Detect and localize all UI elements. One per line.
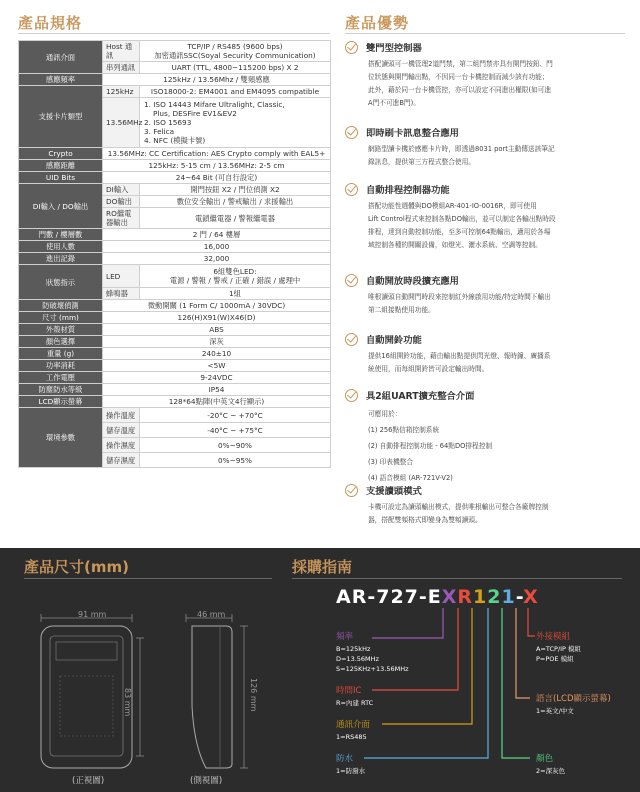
table-row (19, 265, 331, 288)
model-comm-code: 1 (473, 586, 488, 608)
feature-bell (345, 332, 625, 376)
cell-value: 1組 (140, 288, 331, 300)
list-item: 3. Felica (144, 127, 175, 136)
row-label: LCD顯示螢幕 (19, 396, 103, 408)
row-label: 門數 / 樓層數 (19, 229, 103, 241)
table-row (19, 160, 331, 172)
feature-uart (345, 388, 625, 486)
row-label: UID Bits (19, 172, 103, 184)
feature-title: 自動排程控制器功能 (366, 185, 450, 196)
feature-line: 可應用於： (368, 410, 402, 418)
ordering-title: 採購指南 (292, 558, 353, 576)
row-label: 使用人數 (19, 241, 103, 253)
comm-option-title: 通訊介面 (336, 720, 371, 730)
total-height-label: 126 mm (249, 678, 258, 712)
comm-option-list (336, 732, 367, 742)
table-row (19, 372, 331, 384)
feature-body (345, 58, 625, 110)
ext-option-list (536, 644, 581, 664)
model-ext-code: X (523, 586, 539, 608)
feature-line: 錄訊息，提供第三方程式整合使用。 (368, 158, 475, 166)
rtc-option-title: 時間IC (336, 686, 362, 696)
model-prefix: AR-727-E (336, 586, 442, 608)
water-connector (364, 608, 488, 758)
row-label: 防破壞偵測 (19, 300, 103, 312)
table-row (19, 253, 331, 265)
feature-realtime (345, 125, 625, 169)
cell-value: 13.56MHz: CC Certification: AES Crypto comply with EAL5+ (103, 148, 331, 160)
table-row (19, 229, 331, 241)
row-label: 環境參數 (19, 408, 103, 468)
lang-option-title: 語言(LCD顯示螢幕) (536, 694, 611, 704)
host-value-line (142, 51, 328, 60)
freq-option-title: 頻率 (336, 632, 354, 642)
feature-line: 搭配功能性週體與DO模組AR-401-IO-0016R，即可使用 (368, 202, 537, 210)
sub-label: DI輸入 (103, 184, 140, 196)
check-circle-icon (345, 484, 358, 497)
feature-line: 此外，藉於同一台卡機管控，亦可以設定不同進出權限(如可進 (368, 86, 552, 94)
table-row (19, 172, 331, 184)
table-row (19, 241, 331, 253)
row-label: Crypto (19, 148, 103, 160)
cell-value: 深灰 (103, 336, 331, 348)
sub-label: 125kHz (103, 86, 140, 98)
row-label: 通訊介面 (19, 41, 103, 74)
feature-line: 域控制各種的開關設備，如燈光、灑水系統、空調等控制。 (368, 241, 542, 249)
list-item: 2. ISO 15693 (144, 118, 192, 127)
table-row (19, 148, 331, 160)
freq-connector (372, 608, 443, 638)
cell-value: -20°C ~ +70°C (140, 408, 331, 423)
feature-heading (345, 125, 625, 139)
sub-label: RO繼電器輸出 (103, 208, 140, 229)
cell-value: 開門按鈕 X2 / 門位偵測 X2 (140, 184, 331, 196)
feature-title: 即時刷卡訊息整合應用 (366, 128, 459, 139)
sub-label: 13.56MHz (103, 98, 140, 148)
check-circle-icon (345, 333, 358, 346)
check-circle-icon (345, 183, 358, 196)
feature-heading (345, 483, 625, 497)
feature-body (345, 291, 625, 317)
feature-line: 排程，達到自動控制功能，至多可控制64點輸出，適用於各場 (368, 228, 551, 236)
cell-value (140, 265, 331, 288)
feature-line: Lift Control程式來控制各點DO輸出，並可以制定各輸出點時段 (368, 215, 556, 223)
option-line: 1=RS485 (336, 733, 367, 741)
feature-line: 卡機可設定為讀頭輸出模式，提供唯根輸出可整合各廠牌控制 (368, 503, 549, 511)
feature-line: 器，搭配雙頻格式即變身為雙頻讀頭。 (368, 516, 482, 524)
table-row (19, 312, 331, 324)
cell-value: 電鎖繼電器 / 警報繼電器 (140, 208, 331, 229)
model-color-code: 2 (487, 586, 502, 608)
feature-line: (1) 256點信箱控制系統 (368, 426, 440, 434)
sub-label: 蜂鳴器 (103, 288, 140, 300)
cell-value: UART (TTL, 4800~115200 bps) X 2 (140, 62, 331, 74)
cell-value: 微動開關 (1 Form C/ 1000mA / 30VDC) (103, 300, 331, 312)
cell-value: 126(H)X91(W)X46(D) (103, 312, 331, 324)
host-ssc-note: (Soyal Security Communication) (197, 51, 316, 60)
feature-line: 提供16組開鈴功能，藉由輸出點提供閃光燈、報時鐘、廣播系 (368, 352, 551, 360)
feature-title: 自動開放時段擴充應用 (366, 276, 459, 287)
option-line: S=125KHz+13.56MHz (336, 665, 409, 673)
cell-value: 240±10 (103, 348, 331, 360)
host-value-line: TCP/IP / RS485 (9600 bps) (187, 42, 283, 51)
host-ssc: 加密通訊SSC (154, 51, 198, 60)
sub-label: Host 通訊 (103, 41, 140, 62)
feature-line: 統使用，而每組開鈴皆可設定輸出時間。 (368, 365, 489, 373)
row-label: 支援卡片類型 (19, 86, 103, 148)
table-row (19, 41, 331, 62)
sub-label: 儲存濕度 (103, 453, 140, 468)
bottom-section (0, 548, 640, 792)
feature-heading (345, 182, 625, 196)
row-label: 工作電壓 (19, 372, 103, 384)
cell-value: 32,000 (103, 253, 331, 265)
model-rtc-code: R (457, 586, 474, 608)
side-view-label: (側視圖) (190, 776, 223, 786)
feature-body (345, 350, 625, 376)
led-value-line: 6組雙色LED: (213, 267, 257, 276)
check-circle-icon (345, 274, 358, 287)
feature-heading (345, 388, 625, 402)
option-line: A=TCP/IP 模組 (536, 645, 582, 653)
spec-title-divider (18, 33, 330, 34)
option-line: 2=深灰色 (536, 767, 566, 775)
table-row (19, 396, 331, 408)
row-label: DI輸入 / DO輸出 (19, 184, 103, 229)
feature-line: A門不可進B門)。 (368, 99, 420, 107)
row-label: 功率消耗 (19, 360, 103, 372)
water-option-list (336, 766, 365, 776)
cell-value: 16,000 (103, 241, 331, 253)
row-label: 感應頻率 (19, 74, 103, 86)
feature-reader-mode (345, 483, 625, 527)
feature-line: (2) 自動排程控制功能 - 64點DO排程控制 (368, 442, 493, 450)
feature-line: 位狀態與開門輸出點，不因同一台卡機控制而減少該有功能； (368, 73, 549, 81)
spec-table (18, 40, 331, 468)
water-option-title: 防水 (336, 754, 354, 764)
cell-value (140, 41, 331, 62)
cell-value: 2 門 / 64 樓層 (103, 229, 331, 241)
feature-line: (4) 語音模組 (AR-721V-V2) (368, 474, 453, 482)
table-row (19, 86, 331, 98)
sub-label: 操作溫度 (103, 408, 140, 423)
sub-label: 串列通訊 (103, 62, 140, 74)
cell-value: 125kHz / 13.56Mhz / 雙頻感應 (103, 74, 331, 86)
list-item: Plus, DESFire EV1&EV2 (153, 109, 237, 118)
feature-body (345, 143, 625, 169)
ext-option-title: 外接模組 (536, 632, 571, 642)
cell-value: <5W (103, 360, 331, 372)
row-label: 外殼材質 (19, 324, 103, 336)
color-option-title: 顏色 (536, 754, 554, 764)
cell-value: ISO18000-2: EM4001 and EM4095 compatible (140, 86, 331, 98)
feature-heading (345, 40, 625, 54)
row-label: 感應距離 (19, 160, 103, 172)
check-circle-icon (345, 41, 358, 54)
row-label: 尺寸 (mm) (19, 312, 103, 324)
table-row (19, 324, 331, 336)
check-circle-icon (345, 126, 358, 139)
row-label: 重量 (g) (19, 348, 103, 360)
depth-label: 46 mm (197, 610, 226, 619)
spec-title: 產品規格 (18, 14, 83, 32)
feature-line: 第二組接點使用功能。 (368, 306, 435, 314)
option-line: D=13.56MHz (336, 655, 379, 663)
sub-label: LED (103, 265, 140, 288)
cell-value: 128*64點陣(中英文4行顯示) (103, 396, 331, 408)
lang-option-list (536, 706, 574, 716)
table-row (19, 300, 331, 312)
sub-label: DO輸出 (103, 196, 140, 208)
card-1356-list (140, 98, 331, 148)
cell-value: IP54 (103, 384, 331, 396)
cell-value: 數位安全輸出 / 警戒輸出 / 求援輸出 (140, 196, 331, 208)
option-line: B=125kHz (336, 645, 371, 653)
list-item: 4. NFC (模擬卡號) (144, 136, 206, 145)
led-value-line: 電源 / 警報 / 警戒 / 正確 / 錯誤 / 處理中 (169, 276, 301, 285)
cell-value: 24~64 Bit (可自行設定) (103, 172, 331, 184)
model-freq-code: X (441, 586, 458, 608)
feature-line: 唯根讀頭自動開門時段來控制紅外線啟用功能/特定時間下輸出 (368, 293, 551, 301)
model-dash: - (515, 586, 524, 608)
freq-option-list (336, 644, 409, 674)
features-title: 產品優勢 (345, 14, 410, 32)
check-circle-icon (345, 389, 358, 402)
feature-title: 雙門型控制器 (366, 43, 422, 54)
feature-scheduler (345, 182, 625, 252)
option-line: R=內建 RTC (336, 699, 374, 707)
row-label: 防塵防水等級 (19, 384, 103, 396)
row-label: 顏色選擇 (19, 336, 103, 348)
width-label: 91 mm (78, 610, 107, 619)
sub-label: 儲存溫度 (103, 423, 140, 438)
cell-value: 9-24VDC (103, 372, 331, 384)
table-row (19, 408, 331, 423)
feature-body (345, 406, 625, 486)
table-row (19, 74, 331, 86)
feature-line: 搭配讀頭可一機管理2道門禁，第二組門禁亦具有開門按鈕、門 (368, 60, 553, 68)
option-line: 1=防潑水 (336, 767, 366, 775)
cell-value: ABS (103, 324, 331, 336)
feature-body (345, 200, 625, 252)
feature-title: 具2組UART擴充整合介面 (366, 391, 475, 402)
feature-line: (3) 印表機整合 (368, 458, 414, 466)
cell-value: 0%~90% (140, 438, 331, 453)
list-item: 1. ISO 14443 Mifare Ultralight, Classic, (144, 100, 285, 109)
option-line: P=POE 模組 (536, 655, 574, 663)
model-lang-code: 1 (501, 586, 516, 608)
feature-body (345, 501, 625, 527)
rtc-option-list (336, 698, 373, 708)
table-row (19, 184, 331, 196)
dimensions-title: 產品尺寸(mm) (24, 558, 129, 576)
feature-title: 支援讀頭模式 (366, 486, 422, 497)
color-option-list (536, 766, 565, 776)
option-line: 1=英文/中文 (536, 707, 574, 715)
feature-heading (345, 273, 625, 287)
front-view-label: (正視圖) (72, 776, 105, 786)
row-label: 狀態指示 (19, 265, 103, 300)
height-label: 83 mm (123, 688, 132, 717)
table-row (19, 348, 331, 360)
table-row (19, 360, 331, 372)
row-label: 進出記錄 (19, 253, 103, 265)
feature-heading (345, 332, 625, 346)
table-row (19, 384, 331, 396)
sub-label: 操作濕度 (103, 438, 140, 453)
cell-value: 0%~95% (140, 453, 331, 468)
feature-line: 網路型讀卡機於感應卡片時，即透過8031 port主動傳送該筆記 (368, 145, 555, 153)
cell-value: -40°C ~ +75°C (140, 423, 331, 438)
table-row (19, 336, 331, 348)
feature-open-period (345, 273, 625, 317)
feature-dual-door (345, 40, 625, 110)
features-title-divider (345, 33, 625, 34)
cell-value: 125kHz: 5-15 cm / 13.56MHz: 2-5 cm (103, 160, 331, 172)
ext-connector (528, 608, 535, 636)
feature-title: 自動開鈴功能 (366, 335, 422, 346)
